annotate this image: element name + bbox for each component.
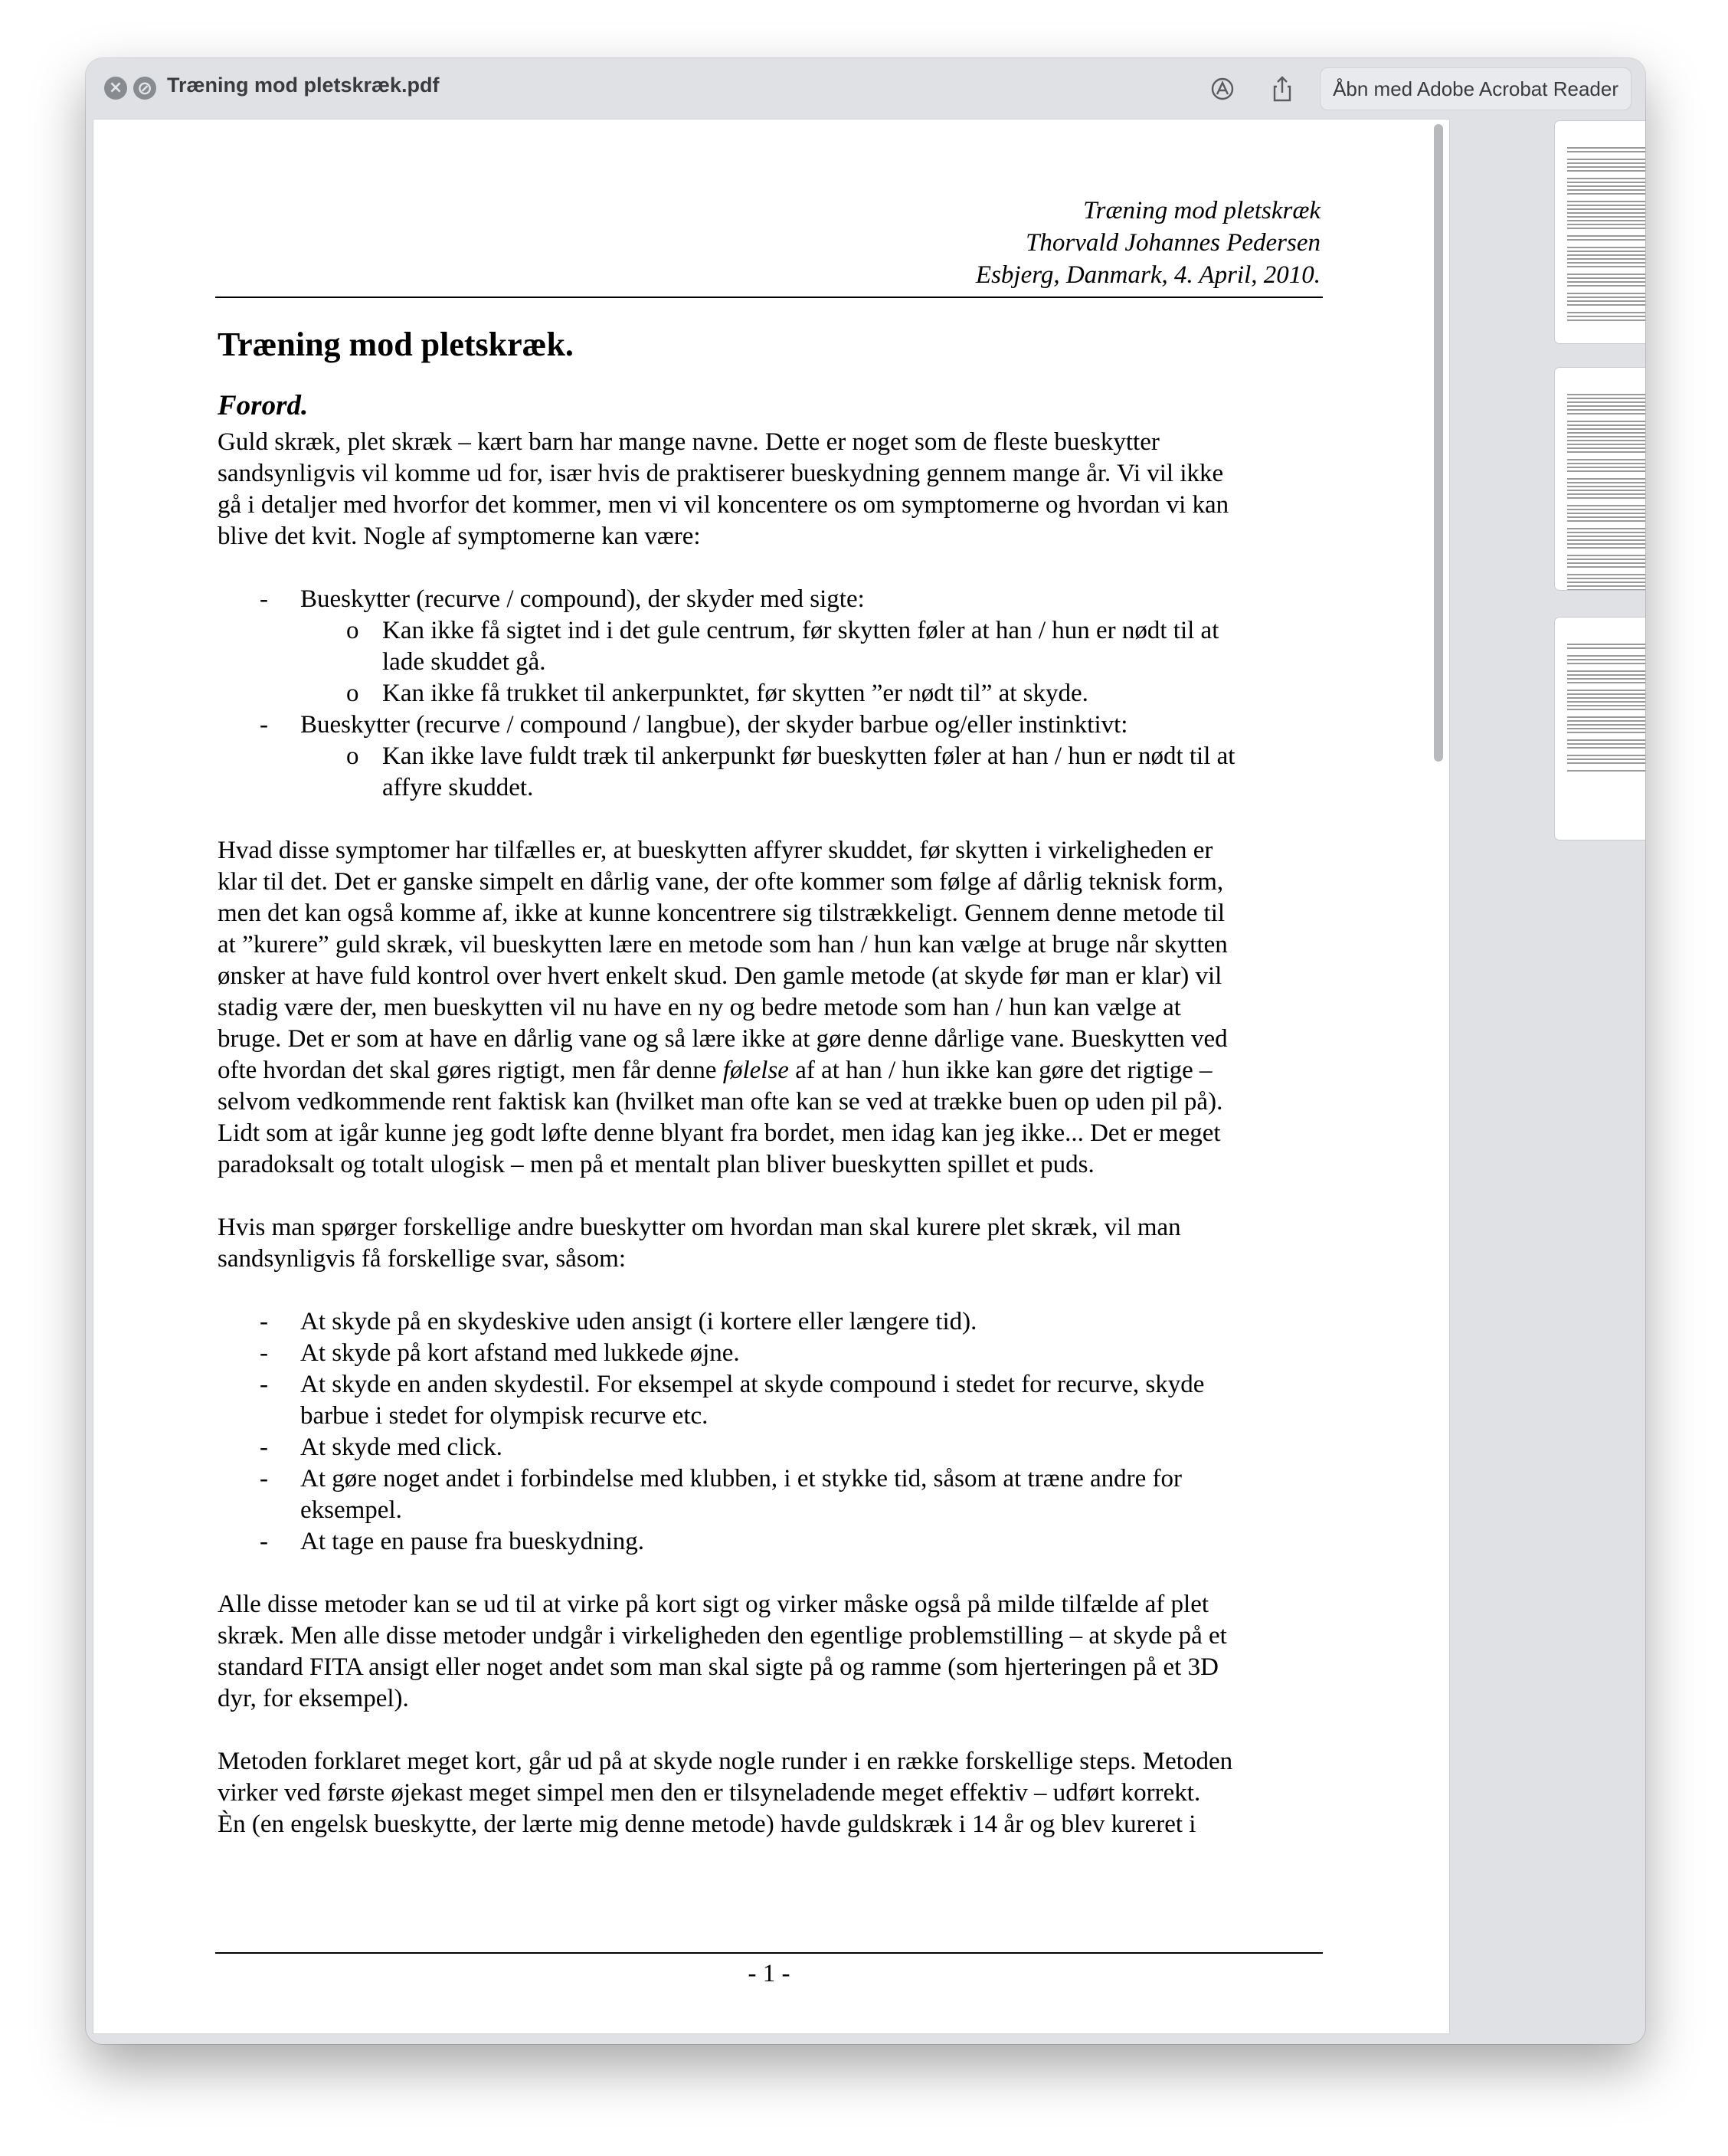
list-item: eksempel. — [300, 1496, 402, 1524]
thumbnail-text-line — [1567, 663, 1645, 664]
thumbnail-text-line — [1567, 463, 1645, 464]
thumbnail-text-line — [1567, 300, 1645, 302]
paragraph-line: blive det kvit. Nogle af symptomerne kan være: — [218, 523, 701, 550]
scrollbar-thumb[interactable] — [1434, 124, 1443, 762]
thumbnail-text-line — [1567, 682, 1645, 683]
paragraph-line: at ”kurere” guld skræk, vil bueskytten lære en metode som han / hun kan vælge at bruge når skytten — [218, 931, 1228, 958]
thumbnail-text-line — [1567, 659, 1645, 660]
thumbnail-text-line — [1567, 459, 1645, 460]
thumbnail-text-line — [1567, 451, 1645, 453]
thumbnail-text-line — [1567, 251, 1645, 252]
paragraph-line: standard FITA ansigt eller noget andet som man skal sigte på og ramme (som hjerteringen på et 3D — [218, 1653, 1219, 1681]
thumbnail-text-line — [1567, 674, 1645, 676]
thumbnail-text-line — [1567, 277, 1645, 279]
page-thumbnail-1[interactable] — [1555, 121, 1645, 343]
thumbnail-text-line — [1567, 589, 1645, 590]
document-header — [218, 195, 1321, 291]
thumbnail-text-line — [1567, 720, 1645, 722]
thumbnail-text-line — [1567, 482, 1645, 483]
header-rule — [215, 297, 1323, 298]
thumbnail-text-line — [1567, 509, 1645, 510]
paragraph-line: Alle disse metoder kan se ud til at virke på kort sigt og virker måske også på milde tilfælde af plet — [218, 1591, 1209, 1618]
thumbnail-text-line — [1567, 224, 1645, 225]
thumbnail-text-line — [1567, 398, 1645, 399]
minimize-icon[interactable]: ⊘ — [133, 77, 156, 100]
thumbnail-text-line — [1567, 559, 1645, 560]
thumbnail-text-line — [1567, 493, 1645, 495]
thumbnail-text-line — [1567, 716, 1645, 718]
text-run: ofte hvordan det skal gøres rigtigt, men får denne — [218, 1057, 723, 1084]
thumbnail-text-line — [1567, 574, 1645, 575]
thumbnail-text-line — [1567, 316, 1645, 317]
thumbnail-text-line — [1567, 285, 1645, 287]
header-title: Træning mod pletskræk — [1083, 197, 1321, 224]
thumbnail-text-line — [1567, 413, 1645, 414]
thumbnail-text-line — [1567, 770, 1645, 772]
thumbnail-text-line — [1567, 220, 1645, 221]
thumbnail-text-line — [1567, 162, 1645, 164]
thumbnail-text-line — [1567, 205, 1645, 206]
thumbnail-text-line — [1567, 747, 1645, 749]
thumbnail-text-line — [1567, 436, 1645, 437]
thumbnail-text-line — [1567, 297, 1645, 298]
thumbnail-text-line — [1567, 678, 1645, 680]
thumbnail-text-line — [1567, 516, 1645, 518]
list-item: barbue i stedet for olympisk recurve etc. — [300, 1402, 709, 1430]
thumbnail-text-line — [1567, 547, 1645, 549]
thumbnail-text-line — [1567, 582, 1645, 583]
list-dash: - — [260, 1371, 268, 1398]
thumbnail-text-line — [1567, 235, 1645, 237]
sublist-item: Kan ikke få trukket til ankerpunktet, før skytten ”er nødt til” at skyde. — [382, 680, 1088, 707]
thumbnail-text-line — [1567, 739, 1645, 741]
list-item: At skyde på kort afstand med lukkede øjne. — [300, 1339, 740, 1367]
paragraph-line: sandsynligvis få forskellige svar, såsom: — [218, 1245, 627, 1273]
sublist-bullet: o — [346, 617, 359, 644]
thumbnail-text-line — [1567, 182, 1645, 183]
paragraph-line: Lidt som at igår kunne jeg godt løfte denne blyant fra bordet, men idag kan jeg ikke... Det er meget — [218, 1119, 1221, 1147]
sublist-item: Kan ikke få sigtet ind i det gule centrum, før skytten føler at han / hun er nødt til at — [382, 617, 1219, 644]
thumbnail-text-line — [1567, 208, 1645, 210]
thumbnail-text-line — [1567, 319, 1645, 321]
thumbnail-text-line — [1567, 709, 1645, 710]
thumbnail-text-line — [1567, 266, 1645, 267]
page-thumbnail-3[interactable] — [1555, 618, 1645, 840]
thumbnail-text-line — [1567, 147, 1645, 149]
paragraph-line: stadig være der, men bueskytten vil nu have en ny og bedre metode som han / hun kan vælge at — [218, 994, 1181, 1021]
paragraph-line: dyr, for eksempel). — [218, 1685, 409, 1712]
list-dash: - — [260, 1308, 268, 1335]
thumbnail-text-line — [1567, 312, 1645, 313]
thumbnail-text-line — [1567, 212, 1645, 214]
thumbnail-text-line — [1567, 281, 1645, 283]
paragraph-line: Hvad disse symptomer har tilfælles er, at bueskytten affyrer skuddet, før skytten i virkeligheden er — [218, 837, 1213, 864]
thumbnail-text-line — [1567, 513, 1645, 514]
sublist-bullet: o — [346, 680, 359, 707]
thumbnail-text-line — [1567, 178, 1645, 179]
thumbnail-text-line — [1567, 562, 1645, 564]
sublist-item: affyre skuddet. — [382, 774, 534, 801]
paragraph-line: Guld skræk, plet skræk – kært barn har mange navne. Dette er noget som de fleste bueskytter — [218, 428, 1160, 456]
list-item: Bueskytter (recurve / compound), der skyder med sigte: — [300, 585, 865, 613]
thumbnail-text-line — [1567, 166, 1645, 168]
thumbnail-text-line — [1567, 701, 1645, 703]
thumbnail-text-line — [1567, 539, 1645, 541]
close-icon[interactable]: × — [104, 77, 127, 100]
thumbnail-text-line — [1567, 444, 1645, 445]
thumbnail-text-line — [1567, 151, 1645, 152]
thumbnail-text-line — [1567, 490, 1645, 491]
header-place-date: Esbjerg, Danmark, 4. April, 2010. — [975, 261, 1321, 289]
thumbnail-text-line — [1567, 193, 1645, 195]
thumbnail-text-line — [1567, 543, 1645, 545]
list-dash: - — [260, 1339, 268, 1367]
thumbnail-text-line — [1567, 421, 1645, 422]
thumbnail-text-line — [1567, 274, 1645, 275]
list-item: At skyde en anden skydestil. For eksempel at skyde compound i stedet for recurve, skyde — [300, 1371, 1205, 1398]
thumbnail-text-line — [1567, 705, 1645, 706]
list-item: At tage en pause fra bueskydning. — [300, 1528, 645, 1555]
thumbnail-text-line — [1567, 293, 1645, 294]
list-dash: - — [260, 1465, 268, 1492]
thumbnail-text-line — [1567, 755, 1645, 756]
list-item: At gøre noget andet i forbindelse med klubben, i et stykke tid, såsom at træne andre for — [300, 1465, 1183, 1492]
thumbnail-text-line — [1567, 732, 1645, 733]
thumbnail-text-line — [1567, 228, 1645, 229]
thumbnail-text-line — [1567, 440, 1645, 441]
thumbnail-text-line — [1567, 697, 1645, 699]
paragraph-line: gå i detaljer med hvorfor det kommer, men vi vil koncentere os om symptomerne og hvordan vi kan — [218, 491, 1229, 519]
thumbnail-text-line — [1567, 189, 1645, 191]
thumbnail-text-line — [1567, 759, 1645, 760]
page-thumbnail-2[interactable] — [1555, 368, 1645, 590]
thumbnail-text-line — [1567, 566, 1645, 568]
thumbnail-text-line — [1567, 170, 1645, 172]
document-title: Træning mod pletskræk. — [218, 326, 574, 363]
paragraph-line: Metoden forklaret meget kort, går ud på at skyde nogle runder i en række forskellige steps. Metoden — [218, 1748, 1233, 1775]
header-author: Thorvald Johannes Pedersen — [1026, 229, 1321, 257]
thumbnail-text-line — [1567, 486, 1645, 487]
thumbnail-text-line — [1567, 724, 1645, 726]
thumbnail-text-line — [1567, 405, 1645, 407]
thumbnail-text-line — [1567, 401, 1645, 403]
thumbnail-text-line — [1567, 655, 1645, 657]
section-heading-forord: Forord. — [218, 390, 309, 421]
footer-rule — [215, 1952, 1323, 1954]
paragraph-line: Èn (en engelsk bueskytte, der lærte mig denne metode) havde guldskræk i 14 år og blev kureret i — [218, 1810, 1196, 1838]
thumbnail-text-line — [1567, 216, 1645, 218]
thumbnail-text-line — [1567, 670, 1645, 672]
thumbnail-text-line — [1567, 647, 1645, 649]
thumbnail-text-line — [1567, 424, 1645, 426]
thumbnail-text-line — [1567, 428, 1645, 430]
page-number: - 1 - — [748, 1960, 790, 1987]
list-dash: - — [260, 585, 268, 613]
thumbnail-text-line — [1567, 532, 1645, 533]
thumbnail-text-line — [1567, 743, 1645, 745]
thumbnail-text-line — [1567, 467, 1645, 468]
text-run: af at han / hun ikke kan gøre det rigtige – — [788, 1057, 1213, 1084]
title-bar — [86, 58, 1645, 120]
paragraph-line: selvom vedkommende rent faktisk kan (hvilket man ofte kan se ved at trække buen op uden pil på). — [218, 1088, 1223, 1116]
thumbnail-text-line — [1567, 247, 1645, 248]
paragraph-line: men det kan også komme af, ikke at kunne koncentrere sig tilstrækkeligt. Gennem denne metode til — [218, 899, 1226, 927]
thumbnail-text-line — [1567, 555, 1645, 556]
thumbnail-text-line — [1567, 258, 1645, 260]
paragraph-line: klar til det. Det er ganske simpelt en dårlig vane, der ofte kommer som følge af dårlig teknisk form, — [218, 868, 1224, 896]
thumbnail-text-line — [1567, 262, 1645, 264]
pdf-page — [93, 120, 1449, 2033]
list-item: Bueskytter (recurve / compound / langbue), der skyder barbue og/eller instinktivt: — [300, 711, 1128, 739]
thumbnail-text-line — [1567, 644, 1645, 645]
list-item: At skyde på en skydeskive uden ansigt (i kortere eller længere tid). — [300, 1308, 977, 1335]
thumbnail-text-line — [1567, 690, 1645, 691]
thumbnail-text-line — [1567, 185, 1645, 187]
emphasis-text: følelse — [722, 1057, 789, 1084]
thumbnail-text-line — [1567, 470, 1645, 472]
paragraph-line: Hvis man spørger forskellige andre bueskytter om hvordan man skal kurere plet skræk, vil man — [218, 1214, 1181, 1241]
thumbnail-text-line — [1567, 394, 1645, 395]
thumbnail-text-line — [1567, 520, 1645, 522]
paragraph-line: sandsynligvis vil komme ud for, især hvis de praktiserer bueskydning gennem mange år. Vi vil ikke — [218, 460, 1224, 487]
thumbnail-text-line — [1567, 409, 1645, 411]
thumbnail-text-line — [1567, 505, 1645, 506]
paragraph-line: ønsker at have fuld kontrol over hvert enkelt skud. Den gamle metode (at skyde før man er klar) vil — [218, 962, 1222, 990]
thumbnail-text-line — [1567, 762, 1645, 764]
thumbnail-text-line — [1567, 254, 1645, 256]
paragraph-line: bruge. Det er som at have en dårlig vane og så lære ikke at gøre denne dårlige vane. Bueskytten ved — [218, 1025, 1228, 1053]
share-icon[interactable] — [1267, 74, 1298, 104]
thumbnail-text-line — [1567, 159, 1645, 160]
list-dash: - — [260, 711, 268, 739]
paragraph-line: virker ved første øjekast meget simpel men den er tilsyneladende meget effektiv – udført korrekt. — [218, 1779, 1201, 1807]
thumbnail-text-line — [1567, 536, 1645, 537]
thumbnail-text-line — [1567, 693, 1645, 695]
sublist-item: lade skuddet gå. — [382, 648, 546, 676]
thumbnail-text-line — [1567, 447, 1645, 449]
paragraph-line: skræk. Men alle disse metoder undgår i virkeligheden den egentlige problemstilling – at skyde på et — [218, 1622, 1227, 1650]
thumbnail-text-line — [1567, 304, 1645, 306]
paragraph-line — [218, 1055, 1213, 1086]
list-dash: - — [260, 1528, 268, 1555]
thumbnail-text-line — [1567, 585, 1645, 587]
thumbnail-text-line — [1567, 497, 1645, 499]
open-with-acrobat-button[interactable]: Åbn med Adobe Acrobat Reader — [1320, 67, 1631, 110]
thumbnail-text-line — [1567, 728, 1645, 729]
list-dash: - — [260, 1434, 268, 1461]
sublist-bullet: o — [346, 742, 359, 770]
preview-window — [86, 58, 1645, 2044]
window-title: Træning mod pletskræk.pdf — [167, 74, 440, 97]
thumbnail-text-line — [1567, 578, 1645, 579]
markup-icon[interactable] — [1207, 74, 1238, 104]
thumbnail-text-line — [1567, 478, 1645, 480]
thumbnail-text-line — [1567, 239, 1645, 241]
list-item: At skyde med click. — [300, 1434, 502, 1461]
thumbnail-text-line — [1567, 528, 1645, 529]
sublist-item: Kan ikke lave fuldt træk til ankerpunkt før bueskytten føler at han / hun er nødt til at — [382, 742, 1235, 770]
thumbnail-text-line — [1567, 432, 1645, 434]
thumbnail-text-line — [1567, 201, 1645, 202]
paragraph-line: paradoksalt og totalt ulogisk – men på et mentalt plan bliver bueskytten spillet et puds. — [218, 1151, 1095, 1178]
